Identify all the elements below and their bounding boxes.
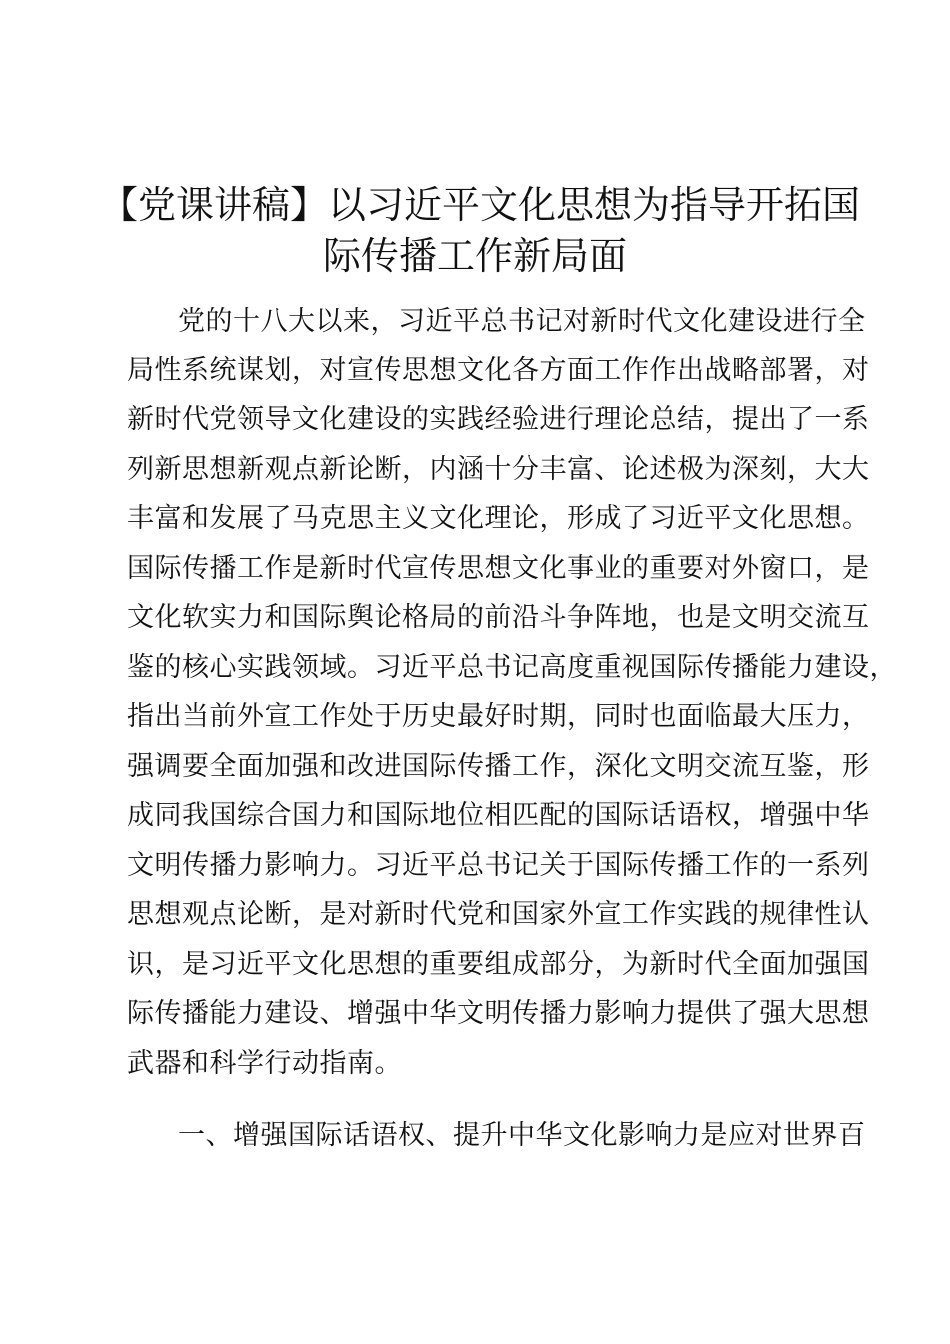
- paragraph-line: 鉴的核心实践领域。习近平总书记高度重视国际传播能力建设，: [127, 652, 897, 683]
- document-title-line-1: 【党课讲稿】以习近平文化思想为指导开拓国: [100, 183, 861, 227]
- section-1-heading: 一、增强国际话语权、提升中华文化影响力是应对世界百: [178, 1120, 866, 1151]
- paragraph-line: 武器和科学行动指南。: [127, 1048, 402, 1079]
- paragraph-line: 新时代党领导文化建设的实践经验进行理论总结，提出了一系: [127, 404, 870, 435]
- paragraph-line: 局性系统谋划，对宣传思想文化各方面工作作出战略部署，对: [127, 355, 870, 386]
- paragraph-line: 强调要全面加强和改进国际传播工作，深化文明交流互鉴，形: [127, 751, 870, 782]
- paragraph-line: 丰富和发展了马克思主义文化理论，形成了习近平文化思想。: [127, 503, 870, 534]
- paragraph-line: 指出当前外宣工作处于历史最好时期，同时也面临最大压力，: [127, 701, 870, 732]
- document-title-line-2: 际传播工作新局面: [322, 234, 627, 278]
- paragraph-line: 列新思想新观点新论断，内涵十分丰富、论述极为深刻，大大: [127, 454, 870, 485]
- paragraph-line: 思想观点论断，是对新时代党和国家外宣工作实践的规律性认: [127, 899, 870, 930]
- paragraph-line: 国际传播工作是新时代宣传思想文化事业的重要对外窗口，是: [127, 553, 870, 584]
- paragraph-line: 成同我国综合国力和国际地位相匹配的国际话语权，增强中华: [127, 800, 870, 831]
- paragraph-line: 际传播能力建设、增强中华文明传播力影响力提供了强大思想: [127, 998, 870, 1029]
- paragraph-line: 党的十八大以来，习近平总书记对新时代文化建设进行全: [178, 306, 866, 337]
- paragraph-line: 文化软实力和国际舆论格局的前沿斗争阵地，也是文明交流互: [127, 602, 870, 633]
- paragraph-line: 文明传播力影响力。习近平总书记关于国际传播工作的一系列: [127, 850, 870, 881]
- paragraph-line: 识，是习近平文化思想的重要组成部分，为新时代全面加强国: [127, 949, 870, 980]
